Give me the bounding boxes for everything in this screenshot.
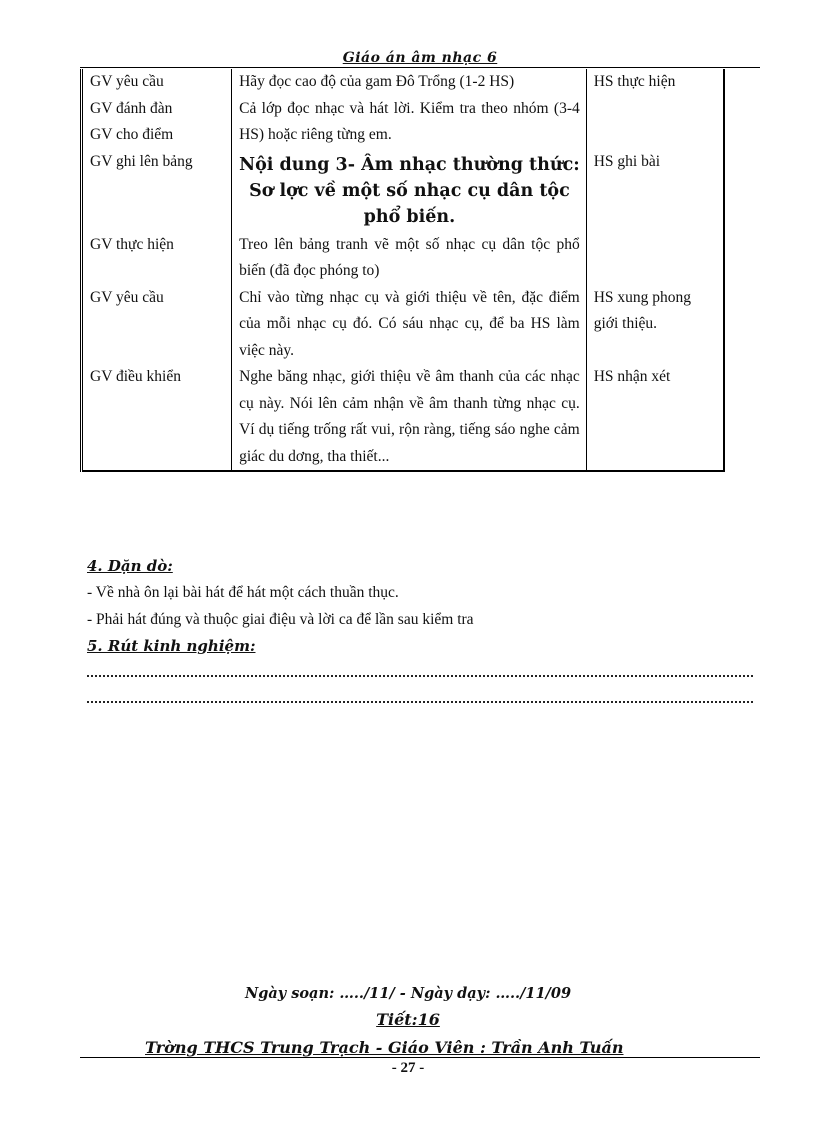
teacher-activity: GV yêu cầu bbox=[90, 288, 164, 306]
content-text: Cả lớp đọc nhạc và hát lời. Kiểm tra theo nhóm (3-4 HS) hoặc riêng từng em. bbox=[239, 99, 580, 143]
teacher-activity-cell bbox=[82, 364, 232, 471]
student-activity: HS ghi bài bbox=[593, 152, 661, 170]
dotted-writing-line bbox=[87, 701, 753, 703]
content-text: Chỉ vào từng nhạc cụ và giới thiệu về tên, đặc điểm của mỗi nhạc cụ đó. Có sáu nhạc cụ, để ba HS làm việc này. bbox=[239, 288, 580, 359]
lesson-activity-table bbox=[80, 69, 725, 472]
table-row bbox=[82, 96, 725, 149]
homework-heading: 4. Dặn dò: bbox=[87, 557, 173, 575]
homework-line: - Phải hát đúng và thuộc giai điệu và lời ca để lần sau kiểm tra bbox=[87, 611, 474, 628]
content-section-heading: Nội dung 3- Âm nhạc thường thức: Sơ lợc về một số nhạc cụ dân tộc phổ biến. bbox=[239, 154, 580, 227]
teacher-activity: GV thực hiện bbox=[90, 235, 174, 253]
student-activity: HS thực hiện bbox=[593, 73, 676, 90]
teacher-activity-cell bbox=[82, 149, 232, 232]
document-header-title: Giáo án âm nhạc 6 bbox=[342, 50, 498, 66]
teacher-activity: GV yêu cầu bbox=[90, 73, 164, 90]
student-activity-cell bbox=[586, 149, 724, 232]
content-text: Treo lên bảng tranh vẽ một số nhạc cụ dân tộc phổ biến (đã đọc phóng to) bbox=[239, 235, 580, 279]
content-cell bbox=[232, 69, 587, 96]
student-activity-cell bbox=[586, 285, 724, 365]
dotted-writing-line bbox=[87, 675, 753, 677]
student-activity: HS xung phong giới thiệu. bbox=[593, 288, 692, 332]
content-text: Nghe băng nhạc, giới thiệu về âm thanh của các nhạc cụ này. Nói lên cảm nhận về âm thanh từng nhạc cụ. Ví dụ tiếng trống rất vui, rộn ràng, tiếng sáo nghe cảm giác du dơng, tha thiết... bbox=[239, 368, 580, 465]
footer-school-teacher: Trờng THCS Trung Trạch - Giáo Viên : Trần Anh Tuấn bbox=[145, 1038, 624, 1057]
student-activity-cell bbox=[586, 232, 724, 285]
homework-line: - Về nhà ôn lại bài hát để hát một cách thuần thục. bbox=[87, 584, 399, 601]
teacher-activity: GV đánh đàn bbox=[90, 99, 173, 117]
student-activity-cell bbox=[586, 96, 724, 149]
table-row bbox=[82, 285, 725, 365]
footer-period: Tiết:16 bbox=[376, 1010, 440, 1029]
table-row bbox=[82, 232, 725, 285]
header-rule bbox=[80, 67, 760, 68]
student-activity: HS nhận xét bbox=[593, 368, 671, 385]
teacher-activity-cell bbox=[82, 69, 232, 96]
teacher-activity: GV điều khiển bbox=[90, 368, 181, 385]
student-activity-cell bbox=[586, 69, 724, 96]
content-cell bbox=[232, 285, 587, 365]
content-cell bbox=[232, 232, 587, 285]
table-row bbox=[82, 364, 725, 471]
footer-dates: Ngày soạn: …../11/ - Ngày dạy: …../11/09 bbox=[244, 985, 572, 1002]
footer-rule bbox=[80, 1057, 760, 1058]
teacher-activity-cell bbox=[82, 285, 232, 365]
table-row bbox=[82, 149, 725, 232]
content-cell bbox=[232, 96, 587, 149]
experience-heading: 5. Rút kinh nghiệm: bbox=[87, 637, 256, 655]
student-activity-cell bbox=[586, 364, 724, 471]
content-cell bbox=[232, 149, 587, 232]
teacher-activity-cell bbox=[82, 232, 232, 285]
teacher-activity: GV ghi lên bảng bbox=[90, 152, 193, 170]
teacher-activity-cell bbox=[82, 96, 232, 149]
content-cell bbox=[232, 364, 587, 471]
content-text: Hãy đọc cao độ của gam Đô Trổng (1-2 HS) bbox=[239, 73, 515, 90]
table-row bbox=[82, 69, 725, 96]
teacher-activity: GV cho điểm bbox=[90, 126, 174, 143]
page-number: - 27 - bbox=[391, 1060, 425, 1076]
